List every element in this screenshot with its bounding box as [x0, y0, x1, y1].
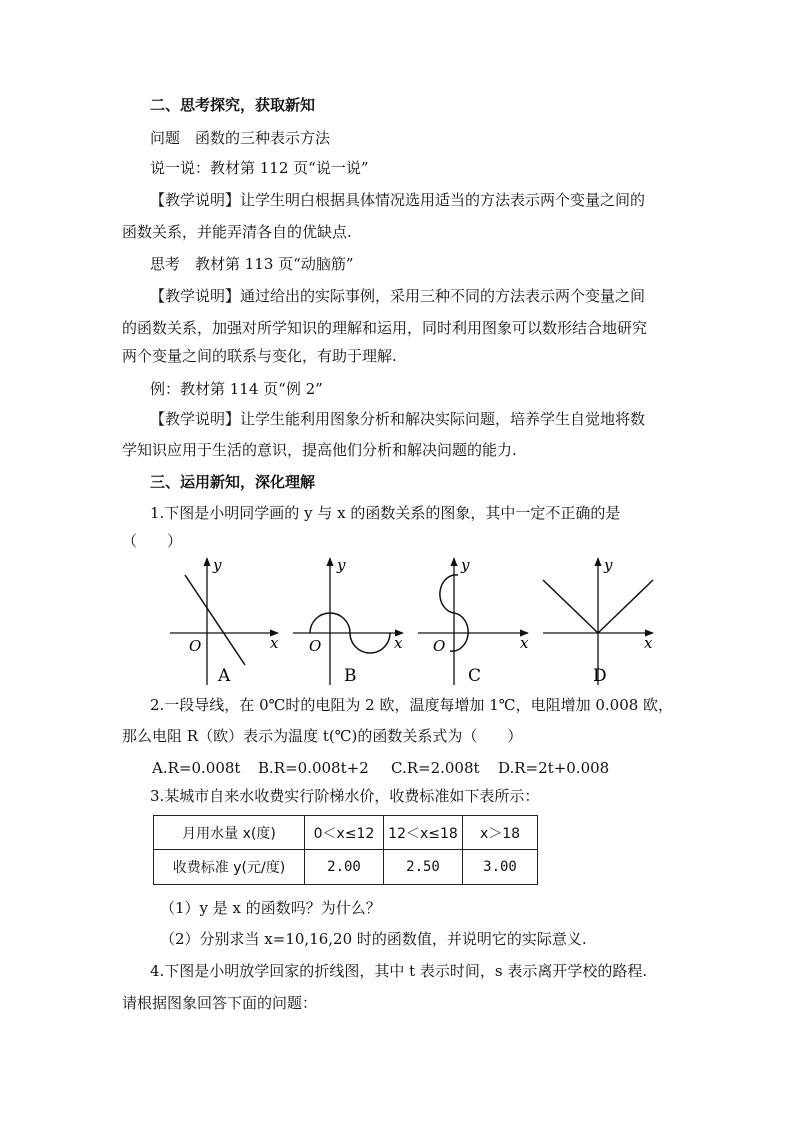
question-4-line-2: 请根据图象回答下面的问题：: [122, 994, 318, 1012]
teaching-note-2-line-3: 两个变量之间的联系与变化，有助于理解.: [122, 347, 397, 365]
teaching-note-3-line-2: 学知识应用于生活的意识，提高他们分析和解决问题的能力.: [122, 441, 517, 459]
water-price-table: [153, 815, 538, 885]
table-header-usage: 月用水量 x(度): [154, 816, 305, 850]
graph-d: [543, 556, 653, 686]
question-3-sub-1: （1）y 是 x 的函数吗？为什么？: [160, 899, 381, 917]
question-2-line-1: 2.一段导线，在 0℃时的电阻为 2 欧，温度每增加 1℃，电阻增加 0.008 欧，: [150, 696, 674, 714]
question-1-line-1: 1.下图是小明同学画的 y 与 x 的函数关系的图象，其中一定不正确的是: [150, 504, 621, 522]
teaching-note-1-line-1: 【教学说明】让学生明白根据具体情况选用适当的方法表示两个变量之间的: [150, 191, 646, 209]
question-2-line-2: 那么电阻 R（欧）表示为温度 t(℃)的函数关系式为（ ）: [122, 727, 523, 745]
function-graphs-figure: [160, 555, 670, 690]
table-range-1: 0＜x≤12: [305, 816, 384, 850]
q2-option-a: A.R=0.008t: [152, 759, 241, 777]
graph-a-x-label: x: [270, 634, 279, 652]
question-3-line: 3.某城市自来水收费实行阶梯水价，收费标准如下表所示：: [150, 787, 540, 805]
table-range-2: 12＜x≤18: [384, 816, 463, 850]
graph-b-x-label: x: [394, 634, 403, 652]
graph-a-y-label: y: [213, 556, 222, 574]
problem-line: 问题 函数的三种表示方法: [150, 129, 331, 147]
teaching-note-1-line-2: 函数关系，并能弄清各自的优缺点.: [122, 223, 352, 241]
table-price-3: 3.00: [483, 859, 517, 875]
graph-b-origin-label: O: [309, 637, 322, 655]
table-price-2: 2.50: [384, 850, 463, 884]
teaching-note-3-line-1: 【教学说明】让学生能利用图象分析和解决实际问题，培养学生自觉地将数: [150, 410, 646, 428]
graph-c-y-label: y: [461, 556, 470, 574]
graph-c: [418, 556, 529, 686]
graph-d-y-label: y: [604, 556, 613, 574]
section-heading-3: 三、运用新知，深化理解: [150, 473, 316, 491]
graph-b: [293, 556, 403, 686]
table-price-1: 2.00: [305, 850, 384, 884]
graph-b-caption: B: [344, 666, 357, 686]
graph-d-caption: D: [593, 666, 607, 686]
table-range-3: x＞18: [463, 816, 537, 850]
graph-b-y-label: y: [337, 556, 346, 574]
teaching-note-2-line-2: 的函数关系，加强对所学知识的理解和运用，同时利用图象可以数形结合地研究: [122, 319, 648, 337]
think-line: 思考 教材第 113 页“动脑筋”: [150, 255, 354, 273]
section-heading-2: 二、思考探究，获取新知: [150, 96, 316, 114]
say-line: 说一说：教材第 112 页“说一说”: [150, 159, 369, 177]
graph-c-x-label: x: [520, 634, 529, 652]
graph-a-origin-label: O: [189, 637, 202, 655]
graph-d-x-label: x: [644, 634, 653, 652]
q2-option-d: D.R=2t+0.008: [498, 759, 610, 777]
graph-a-caption: A: [218, 666, 231, 686]
q2-option-b: B.R=0.008t+2: [258, 759, 369, 777]
teaching-note-2-line-1: 【教学说明】通过给出的实际事例，采用三种不同的方法表示两个变量之间: [150, 287, 646, 305]
question-3-sub-2: （2）分别求当 x=10,16,20 时的函数值，并说明它的实际意义.: [160, 930, 587, 948]
q2-option-c: C.R=2.008t: [391, 759, 480, 777]
graph-a: [170, 556, 279, 686]
graph-c-caption: C: [468, 666, 482, 686]
question-4-line-1: 4.下图是小明放学回家的折线图，其中 t 表示时间，s 表示离开学校的路程.: [150, 962, 648, 980]
question-1-line-2: （ ）: [122, 532, 183, 550]
table-header-price: 收费标准 y(元/度): [154, 850, 305, 884]
graph-c-origin-label: O: [433, 637, 446, 655]
example-line: 例：教材第 114 页“例 2”: [150, 380, 323, 398]
